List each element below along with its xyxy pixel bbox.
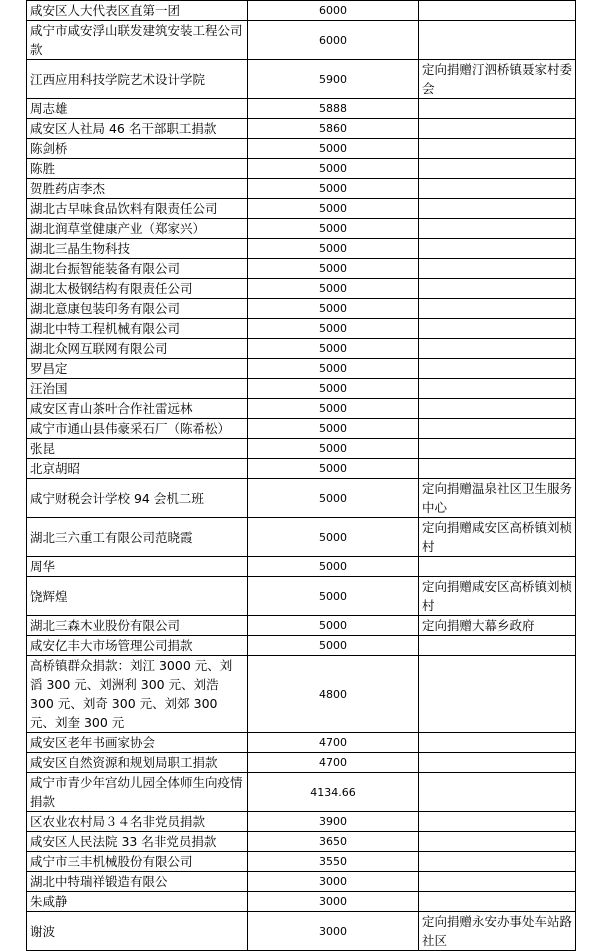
note-cell bbox=[419, 636, 576, 656]
donor-name-cell: 湖北中特瑞祥锻造有限公 bbox=[27, 872, 248, 892]
table-row bbox=[27, 892, 576, 912]
amount-cell: 5000 bbox=[248, 459, 419, 479]
table-row bbox=[27, 379, 576, 399]
amount-cell: 6000 bbox=[248, 1, 419, 21]
table-row bbox=[27, 912, 576, 951]
amount-cell: 3550 bbox=[248, 852, 419, 872]
amount-cell: 5888 bbox=[248, 99, 419, 119]
table-row bbox=[27, 518, 576, 557]
note-cell bbox=[419, 119, 576, 139]
donor-name-cell: 周华 bbox=[27, 557, 248, 577]
table-row bbox=[27, 459, 576, 479]
table-row bbox=[27, 773, 576, 812]
table-row bbox=[27, 159, 576, 179]
amount-cell: 5860 bbox=[248, 119, 419, 139]
note-cell bbox=[419, 199, 576, 219]
donor-name-cell: 朱咸静 bbox=[27, 892, 248, 912]
note-cell bbox=[419, 419, 576, 439]
donor-name-cell: 湖北润草堂健康产业（郑家兴） bbox=[27, 219, 248, 239]
donor-name-cell: 湖北台振智能装备有限公司 bbox=[27, 259, 248, 279]
note-cell bbox=[419, 399, 576, 419]
donor-name-cell: 咸宁市通山县伟豪采石厂（陈希松） bbox=[27, 419, 248, 439]
donor-name-cell: 咸安区老年书画家协会 bbox=[27, 733, 248, 753]
note-cell: 定向捐赠咸安区高桥镇刘桢村 bbox=[419, 518, 576, 557]
amount-cell: 5900 bbox=[248, 60, 419, 99]
amount-cell: 3000 bbox=[248, 912, 419, 951]
table-row bbox=[27, 419, 576, 439]
donor-name-cell: 谢波 bbox=[27, 912, 248, 951]
amount-cell: 5000 bbox=[248, 439, 419, 459]
amount-cell: 5000 bbox=[248, 379, 419, 399]
amount-cell: 3000 bbox=[248, 892, 419, 912]
table-row bbox=[27, 139, 576, 159]
note-cell bbox=[419, 656, 576, 733]
amount-cell: 3000 bbox=[248, 872, 419, 892]
amount-cell: 3900 bbox=[248, 812, 419, 832]
note-cell bbox=[419, 179, 576, 199]
note-cell bbox=[419, 832, 576, 852]
donor-name-cell: 咸宁市三丰机械股份有限公司 bbox=[27, 852, 248, 872]
table-row bbox=[27, 852, 576, 872]
donor-name-cell: 周志雄 bbox=[27, 99, 248, 119]
amount-cell: 5000 bbox=[248, 359, 419, 379]
amount-cell: 5000 bbox=[248, 577, 419, 616]
note-cell bbox=[419, 99, 576, 119]
amount-cell: 5000 bbox=[248, 518, 419, 557]
table-row bbox=[27, 1, 576, 21]
table-row bbox=[27, 339, 576, 359]
donor-name-cell: 张昆 bbox=[27, 439, 248, 459]
note-cell: 定向捐赠大幕乡政府 bbox=[419, 616, 576, 636]
note-cell bbox=[419, 219, 576, 239]
donor-name-cell: 江西应用科技学院艺术设计学院 bbox=[27, 60, 248, 99]
amount-cell: 5000 bbox=[248, 319, 419, 339]
amount-cell: 5000 bbox=[248, 299, 419, 319]
table-row bbox=[27, 299, 576, 319]
donor-name-cell: 湖北意康包装印务有限公司 bbox=[27, 299, 248, 319]
donor-name-cell: 湖北中特工程机械有限公司 bbox=[27, 319, 248, 339]
donor-name-cell: 湖北众网互联网有限公司 bbox=[27, 339, 248, 359]
donor-name-cell: 咸安区人民法院 33 名非党员捐款 bbox=[27, 832, 248, 852]
donation-table-container bbox=[26, 0, 576, 951]
amount-cell: 5000 bbox=[248, 419, 419, 439]
donor-name-cell: 咸安亿丰大市场管理公司捐款 bbox=[27, 636, 248, 656]
table-row bbox=[27, 179, 576, 199]
table-row bbox=[27, 239, 576, 259]
note-cell bbox=[419, 753, 576, 773]
table-row bbox=[27, 636, 576, 656]
donor-name-cell: 湖北三六重工有限公司范晓霞 bbox=[27, 518, 248, 557]
donor-name-cell: 汪治国 bbox=[27, 379, 248, 399]
amount-cell: 5000 bbox=[248, 259, 419, 279]
note-cell bbox=[419, 557, 576, 577]
table-row bbox=[27, 60, 576, 99]
amount-cell: 3650 bbox=[248, 832, 419, 852]
donor-name-cell: 饶辉煌 bbox=[27, 577, 248, 616]
donor-name-cell: 咸宁财税会计学校 94 会机二班 bbox=[27, 479, 248, 518]
amount-cell: 5000 bbox=[248, 279, 419, 299]
note-cell bbox=[419, 892, 576, 912]
donor-name-cell: 咸安区青山茶叶合作社雷远林 bbox=[27, 399, 248, 419]
amount-cell: 5000 bbox=[248, 616, 419, 636]
table-row bbox=[27, 119, 576, 139]
table-row bbox=[27, 577, 576, 616]
amount-cell: 5000 bbox=[248, 219, 419, 239]
amount-cell: 5000 bbox=[248, 399, 419, 419]
donor-name-cell: 湖北三晶生物科技 bbox=[27, 239, 248, 259]
note-cell bbox=[419, 159, 576, 179]
note-cell: 定向捐赠咸安区高桥镇刘桢村 bbox=[419, 577, 576, 616]
note-cell bbox=[419, 299, 576, 319]
note-cell bbox=[419, 379, 576, 399]
table-row bbox=[27, 557, 576, 577]
note-cell bbox=[419, 21, 576, 60]
note-cell bbox=[419, 359, 576, 379]
table-row bbox=[27, 219, 576, 239]
table-row bbox=[27, 753, 576, 773]
note-cell bbox=[419, 1, 576, 21]
table-row bbox=[27, 733, 576, 753]
donor-name-cell: 高桥镇群众捐款：刘江 3000 元、刘滔 300 元、刘洲利 300 元、刘浩 300 元、刘奇 300 元、刘郊 300 元、刘奎 300 元 bbox=[27, 656, 248, 733]
amount-cell: 5000 bbox=[248, 159, 419, 179]
table-row bbox=[27, 439, 576, 459]
table-row bbox=[27, 359, 576, 379]
note-cell: 定向捐赠永安办事处车站路社区 bbox=[419, 912, 576, 951]
donor-name-cell: 湖北古早味食品饮料有限责任公司 bbox=[27, 199, 248, 219]
amount-cell: 6000 bbox=[248, 21, 419, 60]
donor-name-cell: 湖北三森木业股份有限公司 bbox=[27, 616, 248, 636]
amount-cell: 5000 bbox=[248, 199, 419, 219]
note-cell bbox=[419, 279, 576, 299]
table-row bbox=[27, 656, 576, 733]
table-row bbox=[27, 872, 576, 892]
note-cell bbox=[419, 459, 576, 479]
table-row bbox=[27, 479, 576, 518]
note-cell bbox=[419, 812, 576, 832]
note-cell bbox=[419, 439, 576, 459]
amount-cell: 4800 bbox=[248, 656, 419, 733]
amount-cell: 5000 bbox=[248, 239, 419, 259]
donor-name-cell: 区农业农村局３４名非党员捐款 bbox=[27, 812, 248, 832]
donor-name-cell: 咸安区自然资源和规划局职工捐款 bbox=[27, 753, 248, 773]
amount-cell: 4134.66 bbox=[248, 773, 419, 812]
note-cell bbox=[419, 733, 576, 753]
donor-name-cell: 咸宁市青少年宫幼儿园全体师生向疫情捐款 bbox=[27, 773, 248, 812]
table-row bbox=[27, 99, 576, 119]
donor-name-cell: 陈胜 bbox=[27, 159, 248, 179]
table-row bbox=[27, 259, 576, 279]
note-cell bbox=[419, 852, 576, 872]
table-row bbox=[27, 399, 576, 419]
donor-name-cell: 咸宁市咸安浮山联发建筑安装工程公司款 bbox=[27, 21, 248, 60]
note-cell bbox=[419, 259, 576, 279]
donation-table-body bbox=[27, 1, 576, 951]
table-row bbox=[27, 199, 576, 219]
table-row bbox=[27, 279, 576, 299]
table-row bbox=[27, 812, 576, 832]
note-cell bbox=[419, 319, 576, 339]
note-cell bbox=[419, 872, 576, 892]
donor-name-cell: 咸安区人大代表区直第一团 bbox=[27, 1, 248, 21]
donor-name-cell: 贺胜药店李杰 bbox=[27, 179, 248, 199]
amount-cell: 4700 bbox=[248, 753, 419, 773]
amount-cell: 5000 bbox=[248, 479, 419, 518]
amount-cell: 5000 bbox=[248, 636, 419, 656]
note-cell: 定向捐赠温泉社区卫生服务中心 bbox=[419, 479, 576, 518]
amount-cell: 5000 bbox=[248, 179, 419, 199]
amount-cell: 5000 bbox=[248, 557, 419, 577]
donor-name-cell: 陈剑桥 bbox=[27, 139, 248, 159]
note-cell: 定向捐赠汀泗桥镇聂家村委会 bbox=[419, 60, 576, 99]
table-row bbox=[27, 319, 576, 339]
table-row bbox=[27, 832, 576, 852]
table-row bbox=[27, 21, 576, 60]
table-row bbox=[27, 616, 576, 636]
note-cell bbox=[419, 239, 576, 259]
note-cell bbox=[419, 773, 576, 812]
amount-cell: 5000 bbox=[248, 339, 419, 359]
amount-cell: 4700 bbox=[248, 733, 419, 753]
note-cell bbox=[419, 139, 576, 159]
note-cell bbox=[419, 339, 576, 359]
amount-cell: 5000 bbox=[248, 139, 419, 159]
donation-table bbox=[26, 0, 576, 951]
donor-name-cell: 湖北太极钢结构有限责任公司 bbox=[27, 279, 248, 299]
donor-name-cell: 北京胡昭 bbox=[27, 459, 248, 479]
donor-name-cell: 罗昌定 bbox=[27, 359, 248, 379]
donor-name-cell: 咸安区人社局 46 名干部职工捐款 bbox=[27, 119, 248, 139]
